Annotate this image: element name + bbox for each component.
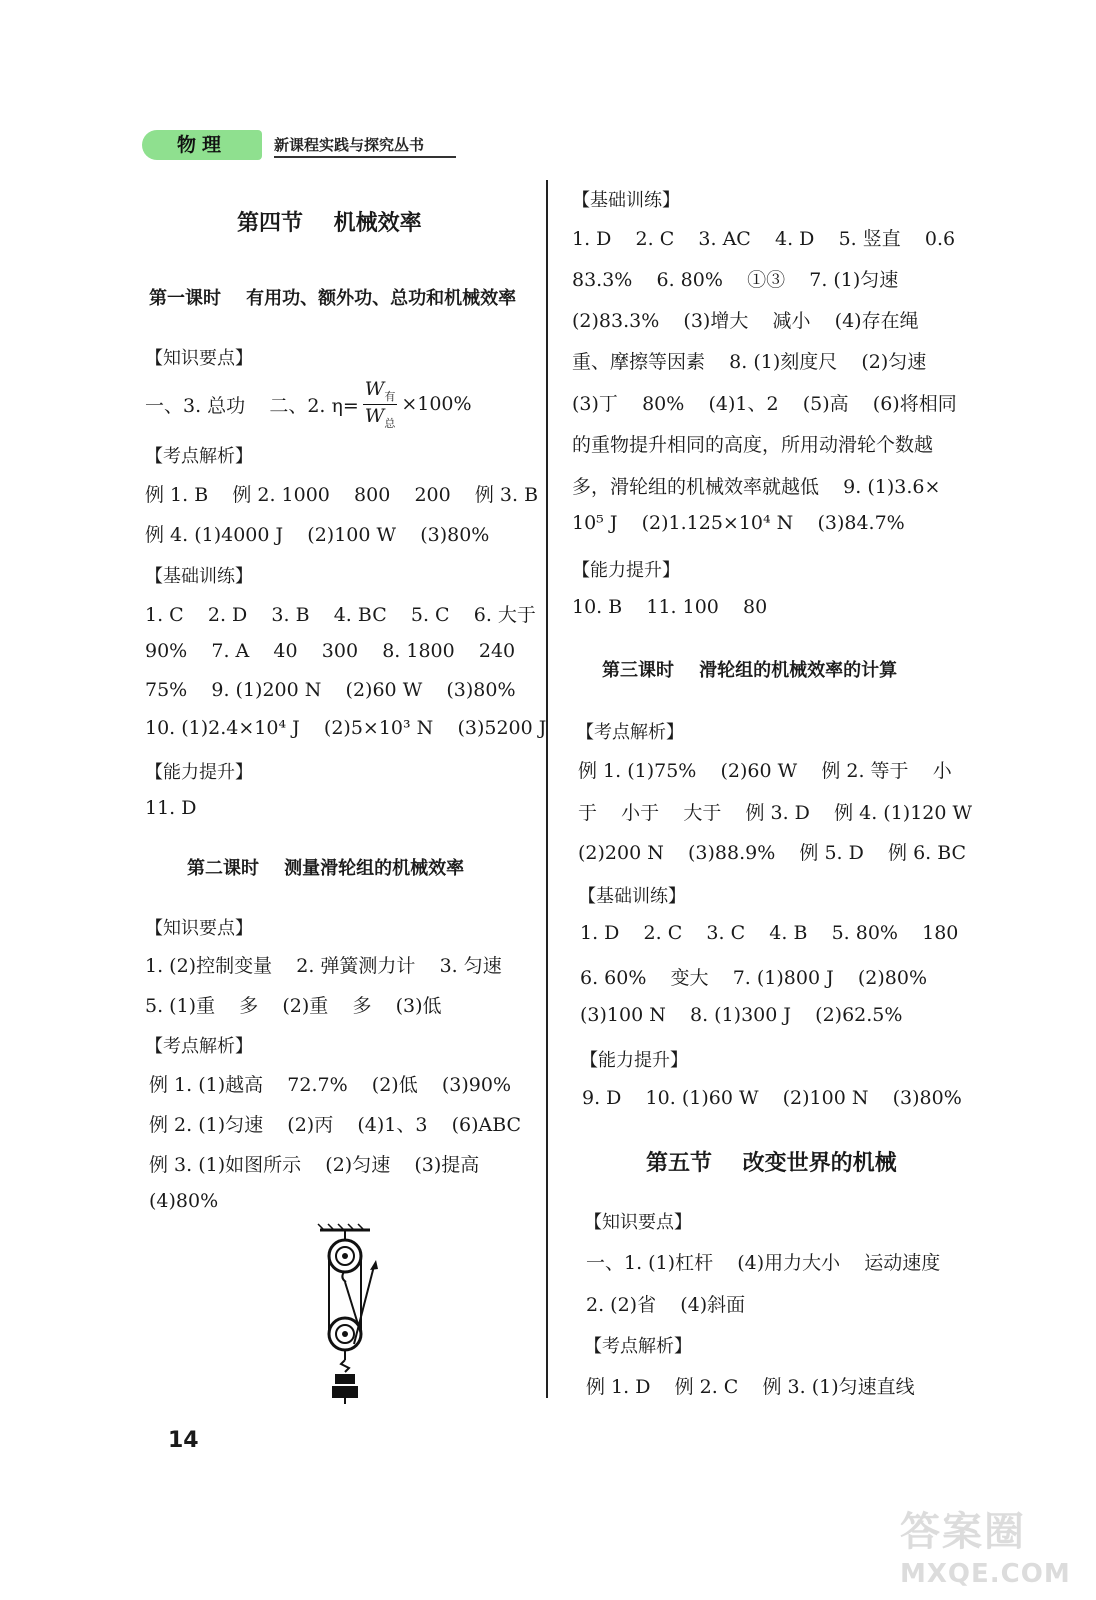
section-title-4: 第四节 机械效率 [237, 211, 422, 236]
answer-line: 例 4. (1)4000 J (2)100 W (3)80% [145, 524, 490, 546]
subject-tab: 物理 [142, 130, 262, 160]
answer-line: 10. (1)2.4×10⁴ J (2)5×10³ N (3)5200 J [145, 717, 547, 739]
section-title-5: 第五节 改变世界的机械 [646, 1151, 897, 1176]
answer-line: 一、1. (1)杠杆 (4)用力大小 运动速度 [586, 1252, 941, 1274]
answer-line: (4)80% [149, 1190, 219, 1212]
tag-nengli: 【能力提升】 [145, 762, 253, 783]
header-rule [274, 156, 456, 158]
answer-line: (2)83.3% (3)增大 减小 (4)存在绳 [572, 310, 919, 332]
answer-line: 6. 60% 变大 7. (1)800 J (2)80% [580, 967, 928, 989]
tag-zhishi: 【知识要点】 [145, 348, 253, 369]
tag-kaodian: 【考点解析】 [576, 722, 684, 743]
answer-line: 11. D [145, 797, 197, 819]
answer-line: (2)200 N (3)88.9% 例 5. D 例 6. BC [578, 842, 967, 864]
page-number: 14 [168, 1428, 199, 1453]
watermark-logo: 答案圈 MXQE.COM [900, 1509, 1071, 1589]
tag-zhishi: 【知识要点】 [584, 1212, 692, 1233]
answer-line: (3)100 N 8. (1)300 J (2)62.5% [580, 1004, 903, 1026]
column-divider [546, 180, 548, 1398]
answer-line: 1. D 2. C 3. C 4. B 5. 80% 180 [580, 922, 959, 944]
answer-line: 75% 9. (1)200 N (2)60 W (3)80% [145, 679, 516, 701]
answer-line: 83.3% 6. 80% ①③ 7. (1)匀速 [572, 269, 899, 291]
answer-line: 10⁵ J (2)1.125×10⁴ N (3)84.7% [572, 512, 905, 534]
answer-line: 1. D 2. C 3. AC 4. D 5. 竖直 0.6 [572, 228, 956, 250]
pulley-system-diagram [300, 1222, 390, 1407]
answer-line: 例 2. (1)匀速 (2)丙 (4)1、3 (6)ABC [149, 1114, 522, 1136]
tag-kaodian: 【考点解析】 [584, 1336, 692, 1357]
series-title: 新课程实践与探究丛书 [274, 136, 425, 154]
answer-line: 的重物提升相同的高度，所用动滑轮个数越 [572, 434, 934, 456]
answer-line: 5. (1)重 多 (2)重 多 (3)低 [145, 995, 442, 1017]
tag-nengli: 【能力提升】 [580, 1050, 688, 1071]
fraction: $\frac{W_有}{W_总}$ [364, 378, 396, 430]
lesson-3-title: 第三课时 滑轮组的机械效率的计算 [602, 660, 898, 681]
lesson-2-title: 第二课时 测量滑轮组的机械效率 [187, 858, 465, 879]
answer-line: 9. D 10. (1)60 W (2)100 N (3)80% [582, 1087, 962, 1109]
tag-kaodian: 【考点解析】 [145, 446, 253, 467]
answer-line: 90% 7. A 40 300 8. 1800 240 [145, 640, 516, 662]
tag-jichu: 【基础训练】 [145, 566, 253, 587]
tag-zhishi: 【知识要点】 [145, 918, 253, 939]
tag-jichu: 【基础训练】 [578, 886, 686, 907]
answer-line: 于 小于 大于 例 3. D 例 4. (1)120 W [578, 802, 973, 824]
answer-line: 例 1. B 例 2. 1000 800 200 例 3. B [145, 484, 539, 506]
tag-jichu: 【基础训练】 [572, 190, 680, 211]
tag-kaodian: 【考点解析】 [145, 1036, 253, 1057]
answer-line: 例 1. (1)75% (2)60 W 例 2. 等于 小 [578, 760, 952, 782]
answer-line: 1. (2)控制变量 2. 弹簧测力计 3. 匀速 [145, 955, 502, 977]
answer-line: 例 3. (1)如图所示 (2)匀速 (3)提高 [149, 1154, 480, 1176]
answer-line: 例 1. (1)越高 72.7% (2)低 (3)90% [149, 1074, 512, 1096]
answer-line: 1. C 2. D 3. B 4. BC 5. C 6. 大于 [145, 604, 536, 626]
answer-line: 重、摩擦等因素 8. (1)刻度尺 (2)匀速 [572, 351, 927, 373]
answer-line: 10. B 11. 100 80 [572, 596, 768, 618]
tag-nengli: 【能力提升】 [572, 560, 680, 581]
answer-line: (3)丁 80% (4)1、2 (5)高 (6)将相同 [572, 393, 957, 415]
efficiency-formula: 一、3. 总功 二、2. η= $\frac{W_有}{W_总}$ ×100% [145, 378, 472, 430]
answer-line: 例 1. D 例 2. C 例 3. (1)匀速直线 [586, 1376, 915, 1398]
lesson-1-title: 第一课时 有用功、额外功、总功和机械效率 [149, 288, 517, 309]
answer-line: 2. (2)省 (4)斜面 [586, 1294, 746, 1316]
answer-line: 多，滑轮组的机械效率就越低 9. (1)3.6× [572, 476, 941, 498]
page-header [142, 128, 454, 162]
